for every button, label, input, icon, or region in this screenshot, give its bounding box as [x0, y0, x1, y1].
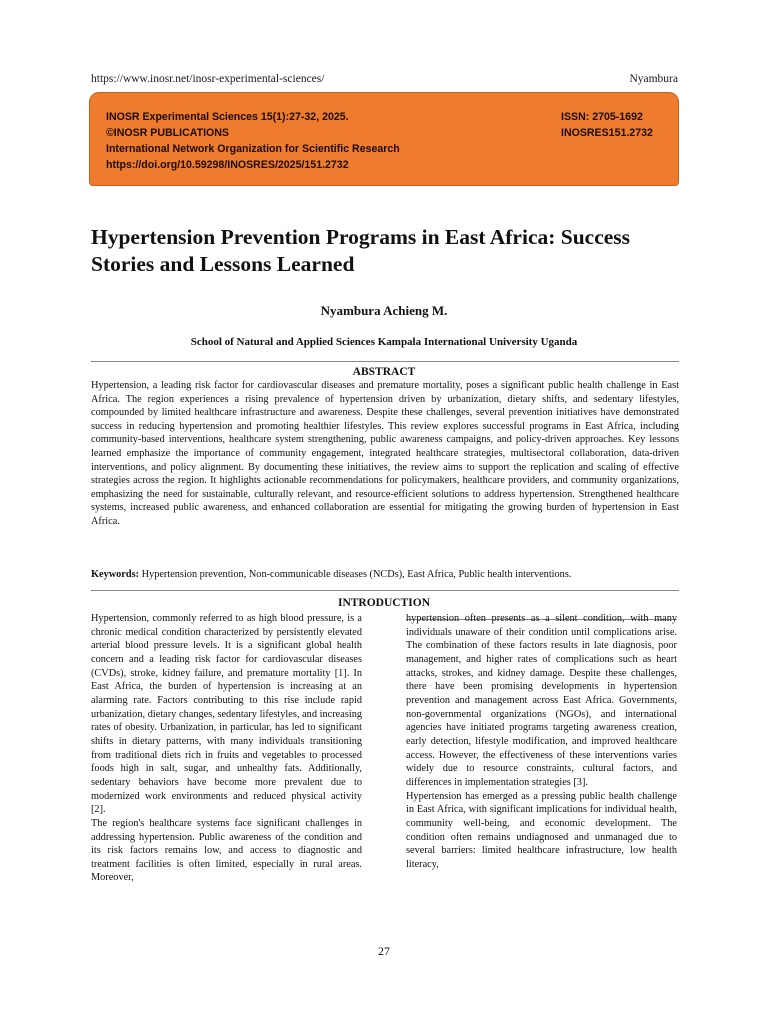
journal-citation: INOSR Experimental Sciences 15(1):27-32, 2025.: [106, 111, 349, 123]
paragraph: hypertension often presents as a silent condition, with many individuals unaware of their condition until complications arise. The combination of these factors results in late diagnosis, poor management, and higher rates of complications such as heart attacks, strokes, and kidney damage. Despite these challenges, there have been promising developments in hypertension prevention and management across East Africa. Governments, non-governmental organizations (NGOs), and international agencies have initiated programs targeting awareness creation, early detection, lifestyle modification, and improved healthcare access. However, the effectiveness of these interventions varies widely due to resource constraints, cultural factors, and differences in implementation strategies [3].: [406, 613, 677, 788]
paragraph: Hypertension has emerged as a pressing public health challenge in East Africa, with significant implications for individual health, community well-being, and economic development. The condition often remains undiagnosed and unmanaged due to several barriers: limited healthcare infrastructure, low health literacy,: [406, 790, 677, 870]
running-header: [91, 73, 678, 89]
issn: ISSN: 2705-1692: [561, 111, 643, 123]
paragraph: Hypertension, commonly referred to as high blood pressure, is a chronic medical condition characterized by persistently elevated arterial blood pressure levels. It is a significant global health concern and a leading risk factor for cardiovascular diseases (CVDs), stroke, kidney failure, and premature mortality [1]. In East Africa, the burden of hypertension is increasing at an alarming rate. Factors contributing to this rise include rapid urbanization, dietary changes, sedentary lifestyles, and increasing rates of obesity. Urbanization, in particular, has led to significant shifts in dietary patterns, with many individuals transitioning from traditional diets rich in fruits and vegetables to processed foods high in salt, sugar, and unhealthy fats. Additionally, sedentary behaviors have become more prevalent due to modernized work environments and reduced physical activity [2].: [91, 613, 362, 816]
abstract-text: Hypertension, a leading risk factor for cardiovascular diseases and premature mortality, poses a significant public health challenge in East Africa. The region experiences a rising prevalence of hypertension driven by urbanization, dietary shifts, and sedentary lifestyles, compounded by limited healthcare infrastructure and awareness. Despite these challenges, several prevention initiatives have demonstrated success in reducing hypertension and promoting healthier lifestyles. This review explores successful programs in East Africa, including community-based interventions, healthcare system strengthening, public awareness campaigns, and policy-driven approaches. Key lessons learned emphasize the importance of community engagement, integrated healthcare strategies, multisectoral collaboration, data-driven interventions, and policy alignment. By documenting these initiatives, the review aims to support the replication and scaling of effective strategies across the region. It highlights actionable recommendations for policymakers, healthcare providers, and community organizations, emphasizing the need for sustainable, culturally relevant, and resource-efficient solutions to address hypertension. Strengthened healthcare systems, increased public awareness, and enhanced collaboration are essential for mitigating the growing burden of hypertension in East Africa.: [91, 380, 679, 527]
left-column: [91, 612, 362, 885]
abstract-heading: ABSTRACT: [352, 366, 416, 378]
journal-banner: [89, 92, 679, 186]
right-column: [406, 612, 677, 871]
author-name: Nyambura Achieng M.: [320, 303, 448, 318]
journal-url[interactable]: https://www.inosr.net/inosr-experimental-sciences/: [91, 73, 325, 85]
keywords-label: Keywords:: [91, 569, 140, 580]
author-affiliation: School of Natural and Applied Sciences Kampala International University Uganda: [190, 336, 578, 348]
article-code: INOSRES151.2732: [561, 127, 653, 139]
page-number: 27: [378, 944, 390, 958]
doi-link[interactable]: https://doi.org/10.59298/INOSRES/2025/151.2732: [106, 159, 349, 171]
paper-title: Hypertension Prevention Programs in East Africa: Success Stories and Lessons Learned: [91, 225, 631, 276]
keywords-text: Hypertension prevention, Non-communicable diseases (NCDs), East Africa, Public health interventions.: [141, 569, 572, 580]
running-author: Nyambura: [629, 73, 678, 85]
organization: International Network Organization for Scientific Research: [106, 143, 400, 155]
keywords: [91, 568, 679, 582]
introduction-heading: INTRODUCTION: [337, 597, 430, 609]
publisher: ©INOSR PUBLICATIONS: [106, 127, 229, 139]
divider: [91, 361, 679, 362]
paragraph: The region's healthcare systems face significant challenges in addressing hypertension. Public awareness of the condition and its risk factors remains low, and access to diagnostic and treatment facilities is often limited, especially in rural areas. Moreover,: [91, 817, 362, 884]
divider: [91, 590, 679, 591]
